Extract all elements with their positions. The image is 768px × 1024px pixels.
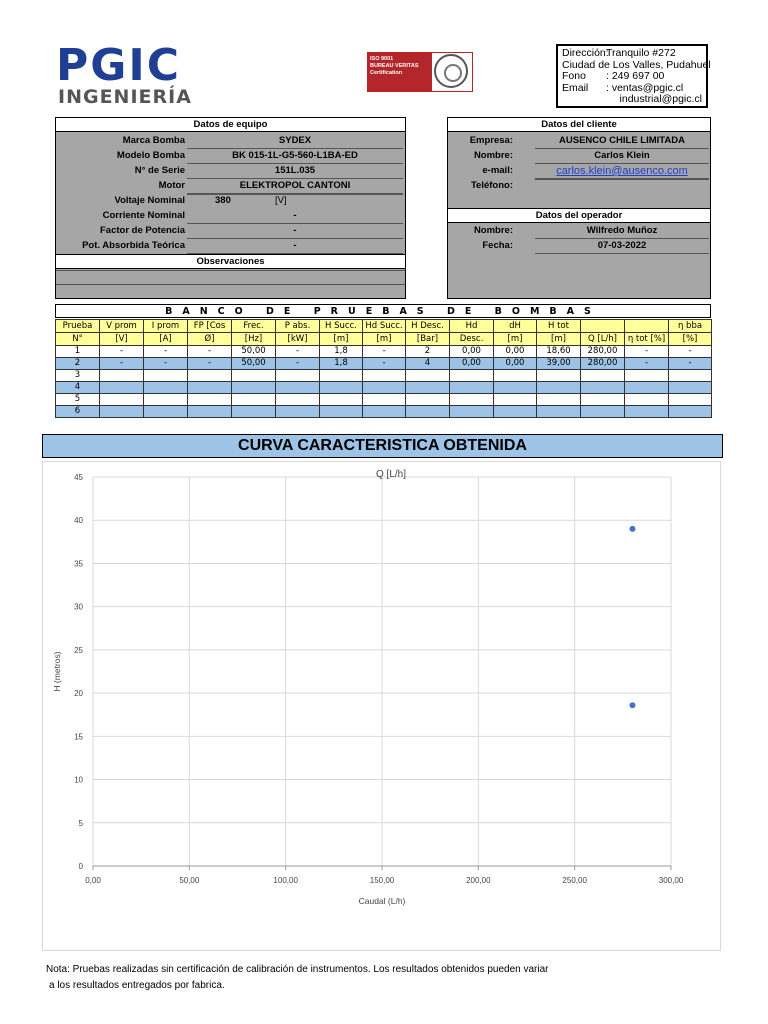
observations-title: Observaciones	[55, 254, 406, 269]
column-header: N°	[56, 333, 100, 346]
table-cell: 18,60	[537, 346, 581, 358]
table-cell: 0,00	[494, 346, 537, 358]
test-bench-title: BANCO DE PRUEBAS DE BOMBAS	[55, 304, 711, 318]
table-cell	[669, 370, 712, 382]
data-point	[629, 526, 635, 532]
column-header: [m]	[320, 333, 363, 346]
table-cell	[625, 382, 669, 394]
table-cell: -	[625, 346, 669, 358]
field-value: -	[187, 224, 403, 239]
table-cell: -	[276, 358, 320, 370]
table-cell	[450, 394, 494, 406]
table-cell	[276, 406, 320, 418]
table-cell	[363, 406, 406, 418]
table-cell	[450, 406, 494, 418]
table-cell	[406, 406, 450, 418]
table-cell	[450, 370, 494, 382]
field-value: ELEKTROPOL CANTONI	[187, 179, 403, 194]
table-cell: 2	[406, 346, 450, 358]
table-cell	[100, 406, 144, 418]
table-cell: -	[363, 346, 406, 358]
column-header: [m]	[537, 333, 581, 346]
column-header: P abs.	[276, 320, 320, 333]
observations-line	[56, 284, 405, 285]
y-tick-label: 35	[74, 559, 83, 569]
table-cell: -	[669, 346, 712, 358]
operator-row	[447, 224, 711, 238]
table-cell	[669, 406, 712, 418]
table-cell	[276, 382, 320, 394]
table-cell	[494, 406, 537, 418]
x-tick-label: 200,00	[466, 876, 491, 885]
equipment-row	[55, 134, 406, 148]
field-label: Factor de Potencia	[100, 225, 185, 236]
column-header	[581, 320, 625, 333]
contact-row	[562, 94, 702, 106]
table-cell: 5	[56, 394, 100, 406]
table-cell: -	[276, 346, 320, 358]
table-cell	[188, 406, 232, 418]
table-cell	[276, 370, 320, 382]
y-tick-label: 5	[78, 818, 83, 828]
client-row	[447, 164, 711, 178]
field-value: BK 015-1L-G5-560-L1BA-ED	[187, 149, 403, 164]
column-header: Q [L/h]	[581, 333, 625, 346]
table-cell: 6	[56, 406, 100, 418]
equipment-row	[55, 194, 406, 208]
logo-subtitle: INGENIERÍA	[58, 86, 192, 108]
contact-value: Ciudad de Los Valles, Pudahuel	[562, 58, 711, 71]
table-cell: 0,00	[450, 358, 494, 370]
client-row	[447, 134, 711, 148]
contact-row	[562, 71, 702, 83]
table-cell: 1,8	[320, 346, 363, 358]
table-cell: 0,00	[494, 358, 537, 370]
y-tick-label: 10	[74, 775, 83, 785]
table-cell	[537, 370, 581, 382]
field-label: Nombre:	[473, 225, 513, 236]
table-cell	[232, 370, 276, 382]
table-row	[56, 370, 712, 382]
column-header: η tot [%]	[625, 333, 669, 346]
table-cell	[144, 406, 188, 418]
table-cell: -	[188, 346, 232, 358]
observations-line	[56, 270, 405, 271]
client-row	[447, 179, 711, 193]
field-value: 380	[215, 195, 231, 206]
test-bench-table	[55, 319, 712, 418]
column-header: Frec.	[232, 320, 276, 333]
table-cell	[450, 382, 494, 394]
table-cell: -	[669, 358, 712, 370]
table-row	[56, 406, 712, 418]
field-label: Marca Bomba	[122, 135, 185, 146]
field-label: Voltaje Nominal	[114, 195, 185, 206]
contact-box	[556, 44, 711, 108]
contact-row	[562, 48, 702, 60]
certification-badge	[367, 52, 473, 92]
y-tick-label: 40	[74, 516, 83, 526]
logo-text: PGIC	[56, 40, 182, 91]
field-value	[535, 179, 709, 180]
table-cell	[494, 370, 537, 382]
table-cell: 0,00	[450, 346, 494, 358]
column-header: V prom	[100, 320, 144, 333]
table-cell	[406, 394, 450, 406]
field-label: Empresa:	[469, 135, 513, 146]
table-cell: 280,00	[581, 358, 625, 370]
chart-area	[42, 461, 721, 951]
equipment-title: Datos de equipo	[55, 117, 406, 132]
table-cell: 3	[56, 370, 100, 382]
table-cell	[144, 370, 188, 382]
table-cell	[406, 370, 450, 382]
equipment-row	[55, 179, 406, 193]
column-header: [V]	[100, 333, 144, 346]
column-header: H Desc.	[406, 320, 450, 333]
field-label: Teléfono:	[470, 180, 513, 191]
table-cell	[320, 382, 363, 394]
x-tick-label: 250,00	[562, 876, 587, 885]
x-tick-label: 50,00	[179, 876, 200, 885]
y-tick-label: 25	[74, 645, 83, 655]
email-link[interactable]: carlos.klein@ausenco.com	[535, 164, 709, 179]
field-value: -	[187, 239, 403, 254]
contact-value: : 249 697 00	[606, 70, 665, 82]
contact-key: Email	[562, 81, 589, 94]
table-cell: 1	[56, 346, 100, 358]
table-cell	[100, 370, 144, 382]
table-cell	[537, 406, 581, 418]
table-cell	[320, 406, 363, 418]
column-header: [%]	[669, 333, 712, 346]
table-cell	[581, 394, 625, 406]
table-cell: -	[363, 358, 406, 370]
x-tick-label: 100,00	[273, 876, 298, 885]
x-tick-label: 0,00	[85, 876, 101, 885]
table-cell: -	[144, 346, 188, 358]
column-header	[625, 320, 669, 333]
company-logo	[56, 40, 182, 91]
x-axis-label: Caudal (L/h)	[358, 896, 406, 906]
table-header-row	[56, 333, 712, 346]
data-point	[629, 702, 635, 708]
footnote-line-1: Nota: Pruebas realizadas sin certificación de calibración de instrumentos. Los resultados obtenidos pueden variar	[46, 964, 549, 975]
field-value: 151L.035	[187, 164, 403, 179]
field-value: 07-03-2022	[535, 239, 709, 254]
table-cell	[581, 370, 625, 382]
equipment-row	[55, 149, 406, 163]
column-header: Ø]	[188, 333, 232, 346]
table-cell	[581, 406, 625, 418]
table-cell	[625, 394, 669, 406]
table-cell: 2	[56, 358, 100, 370]
table-cell	[363, 394, 406, 406]
field-label: e-mail:	[482, 165, 513, 176]
y-tick-label: 45	[74, 473, 83, 482]
column-header: H Succ.	[320, 320, 363, 333]
column-header: Hd	[450, 320, 494, 333]
equipment-row	[55, 209, 406, 223]
operator-title: Datos del operador	[447, 208, 711, 223]
column-header: Desc.	[450, 333, 494, 346]
client-title: Datos del cliente	[447, 117, 711, 132]
table-cell	[363, 370, 406, 382]
y-tick-label: 15	[74, 732, 83, 742]
table-cell	[625, 406, 669, 418]
field-label: Pot. Absorbida Teórica	[82, 240, 185, 251]
column-header: Prueba	[56, 320, 100, 333]
table-cell	[188, 382, 232, 394]
table-cell	[232, 382, 276, 394]
table-header-row	[56, 320, 712, 333]
field-value: Carlos Klein	[535, 149, 709, 164]
table-cell: 50,00	[232, 346, 276, 358]
table-cell	[144, 394, 188, 406]
contact-value: : ventas@pgic.cl	[606, 81, 684, 94]
curve-title: CURVA CARACTERISTICA OBTENIDA	[42, 434, 723, 458]
y-tick-label: 20	[74, 689, 83, 699]
table-cell	[406, 382, 450, 394]
column-header: [Hz]	[232, 333, 276, 346]
equipment-row	[55, 224, 406, 238]
bureau-veritas-seal-icon	[434, 54, 468, 88]
column-header: Hd Succ.	[363, 320, 406, 333]
x-tick-label: 150,00	[369, 876, 395, 885]
table-cell: -	[100, 358, 144, 370]
scatter-chart	[43, 462, 720, 950]
column-header: [m]	[494, 333, 537, 346]
equipment-row	[55, 164, 406, 178]
field-value: -	[187, 209, 403, 224]
table-cell	[100, 394, 144, 406]
table-row	[56, 346, 712, 358]
table-row	[56, 394, 712, 406]
field-value: Wilfredo Muñoz	[535, 224, 709, 239]
table-cell	[494, 394, 537, 406]
table-cell	[276, 394, 320, 406]
footnote-line-2: a los resultados entregados por fabrica.	[49, 980, 225, 991]
table-row	[56, 358, 712, 370]
field-label: Motor	[158, 180, 185, 191]
contact-key: Fono	[562, 70, 586, 82]
table-cell	[232, 406, 276, 418]
y-axis-label: H (metros)	[52, 651, 62, 692]
table-cell	[144, 382, 188, 394]
table-cell: 280,00	[581, 346, 625, 358]
table-cell	[537, 394, 581, 406]
column-header: [m]	[363, 333, 406, 346]
field-label: N° de Serie	[134, 165, 185, 176]
table-cell	[537, 382, 581, 394]
table-cell: -	[188, 358, 232, 370]
table-cell: -	[100, 346, 144, 358]
table-cell	[320, 370, 363, 382]
column-header: FP [Cos	[188, 320, 232, 333]
column-header: I prom	[144, 320, 188, 333]
table-cell: 39,00	[537, 358, 581, 370]
x-tick-label: 300,00	[658, 876, 684, 885]
contact-value: industrial@pgic.cl	[619, 93, 702, 105]
table-cell	[320, 394, 363, 406]
column-header: [Bar]	[406, 333, 450, 346]
chart-title: Q [L/h]	[375, 469, 407, 480]
table-row	[56, 382, 712, 394]
column-header: η bba	[669, 320, 712, 333]
table-cell	[669, 382, 712, 394]
table-cell: -	[144, 358, 188, 370]
column-header: [kW]	[276, 333, 320, 346]
table-cell	[100, 382, 144, 394]
footnote	[46, 962, 549, 994]
table-cell	[669, 394, 712, 406]
table-cell	[625, 370, 669, 382]
operator-row	[447, 239, 711, 253]
table-cell	[188, 370, 232, 382]
y-tick-label: 0	[78, 862, 83, 871]
y-tick-label: 30	[74, 602, 83, 612]
column-header: dH	[494, 320, 537, 333]
field-unit: [V]	[275, 195, 287, 206]
field-label: Corriente Nominal	[102, 210, 185, 221]
equipment-row	[55, 239, 406, 253]
table-cell: 4	[406, 358, 450, 370]
column-header: [A]	[144, 333, 188, 346]
field-label: Modelo Bomba	[116, 150, 185, 161]
table-cell: 4	[56, 382, 100, 394]
contact-value: Tranquilo #272	[606, 47, 676, 59]
table-cell: 1,8	[320, 358, 363, 370]
table-cell	[494, 382, 537, 394]
table-cell	[188, 394, 232, 406]
field-label: Fecha:	[482, 240, 513, 251]
table-cell: -	[625, 358, 669, 370]
table-cell	[581, 382, 625, 394]
client-row	[447, 149, 711, 163]
column-header: H tot	[537, 320, 581, 333]
contact-key: Dirección:	[562, 47, 609, 59]
field-value: SYDEX	[187, 134, 403, 149]
table-cell	[232, 394, 276, 406]
table-cell: 50,00	[232, 358, 276, 370]
table-cell	[363, 382, 406, 394]
field-label: Nombre:	[473, 150, 513, 161]
field-value: AUSENCO CHILE LIMITADA	[535, 134, 709, 149]
contact-key	[562, 94, 602, 106]
certification-text: ISO 9001 BUREAU VERITAS Certification	[368, 53, 432, 91]
